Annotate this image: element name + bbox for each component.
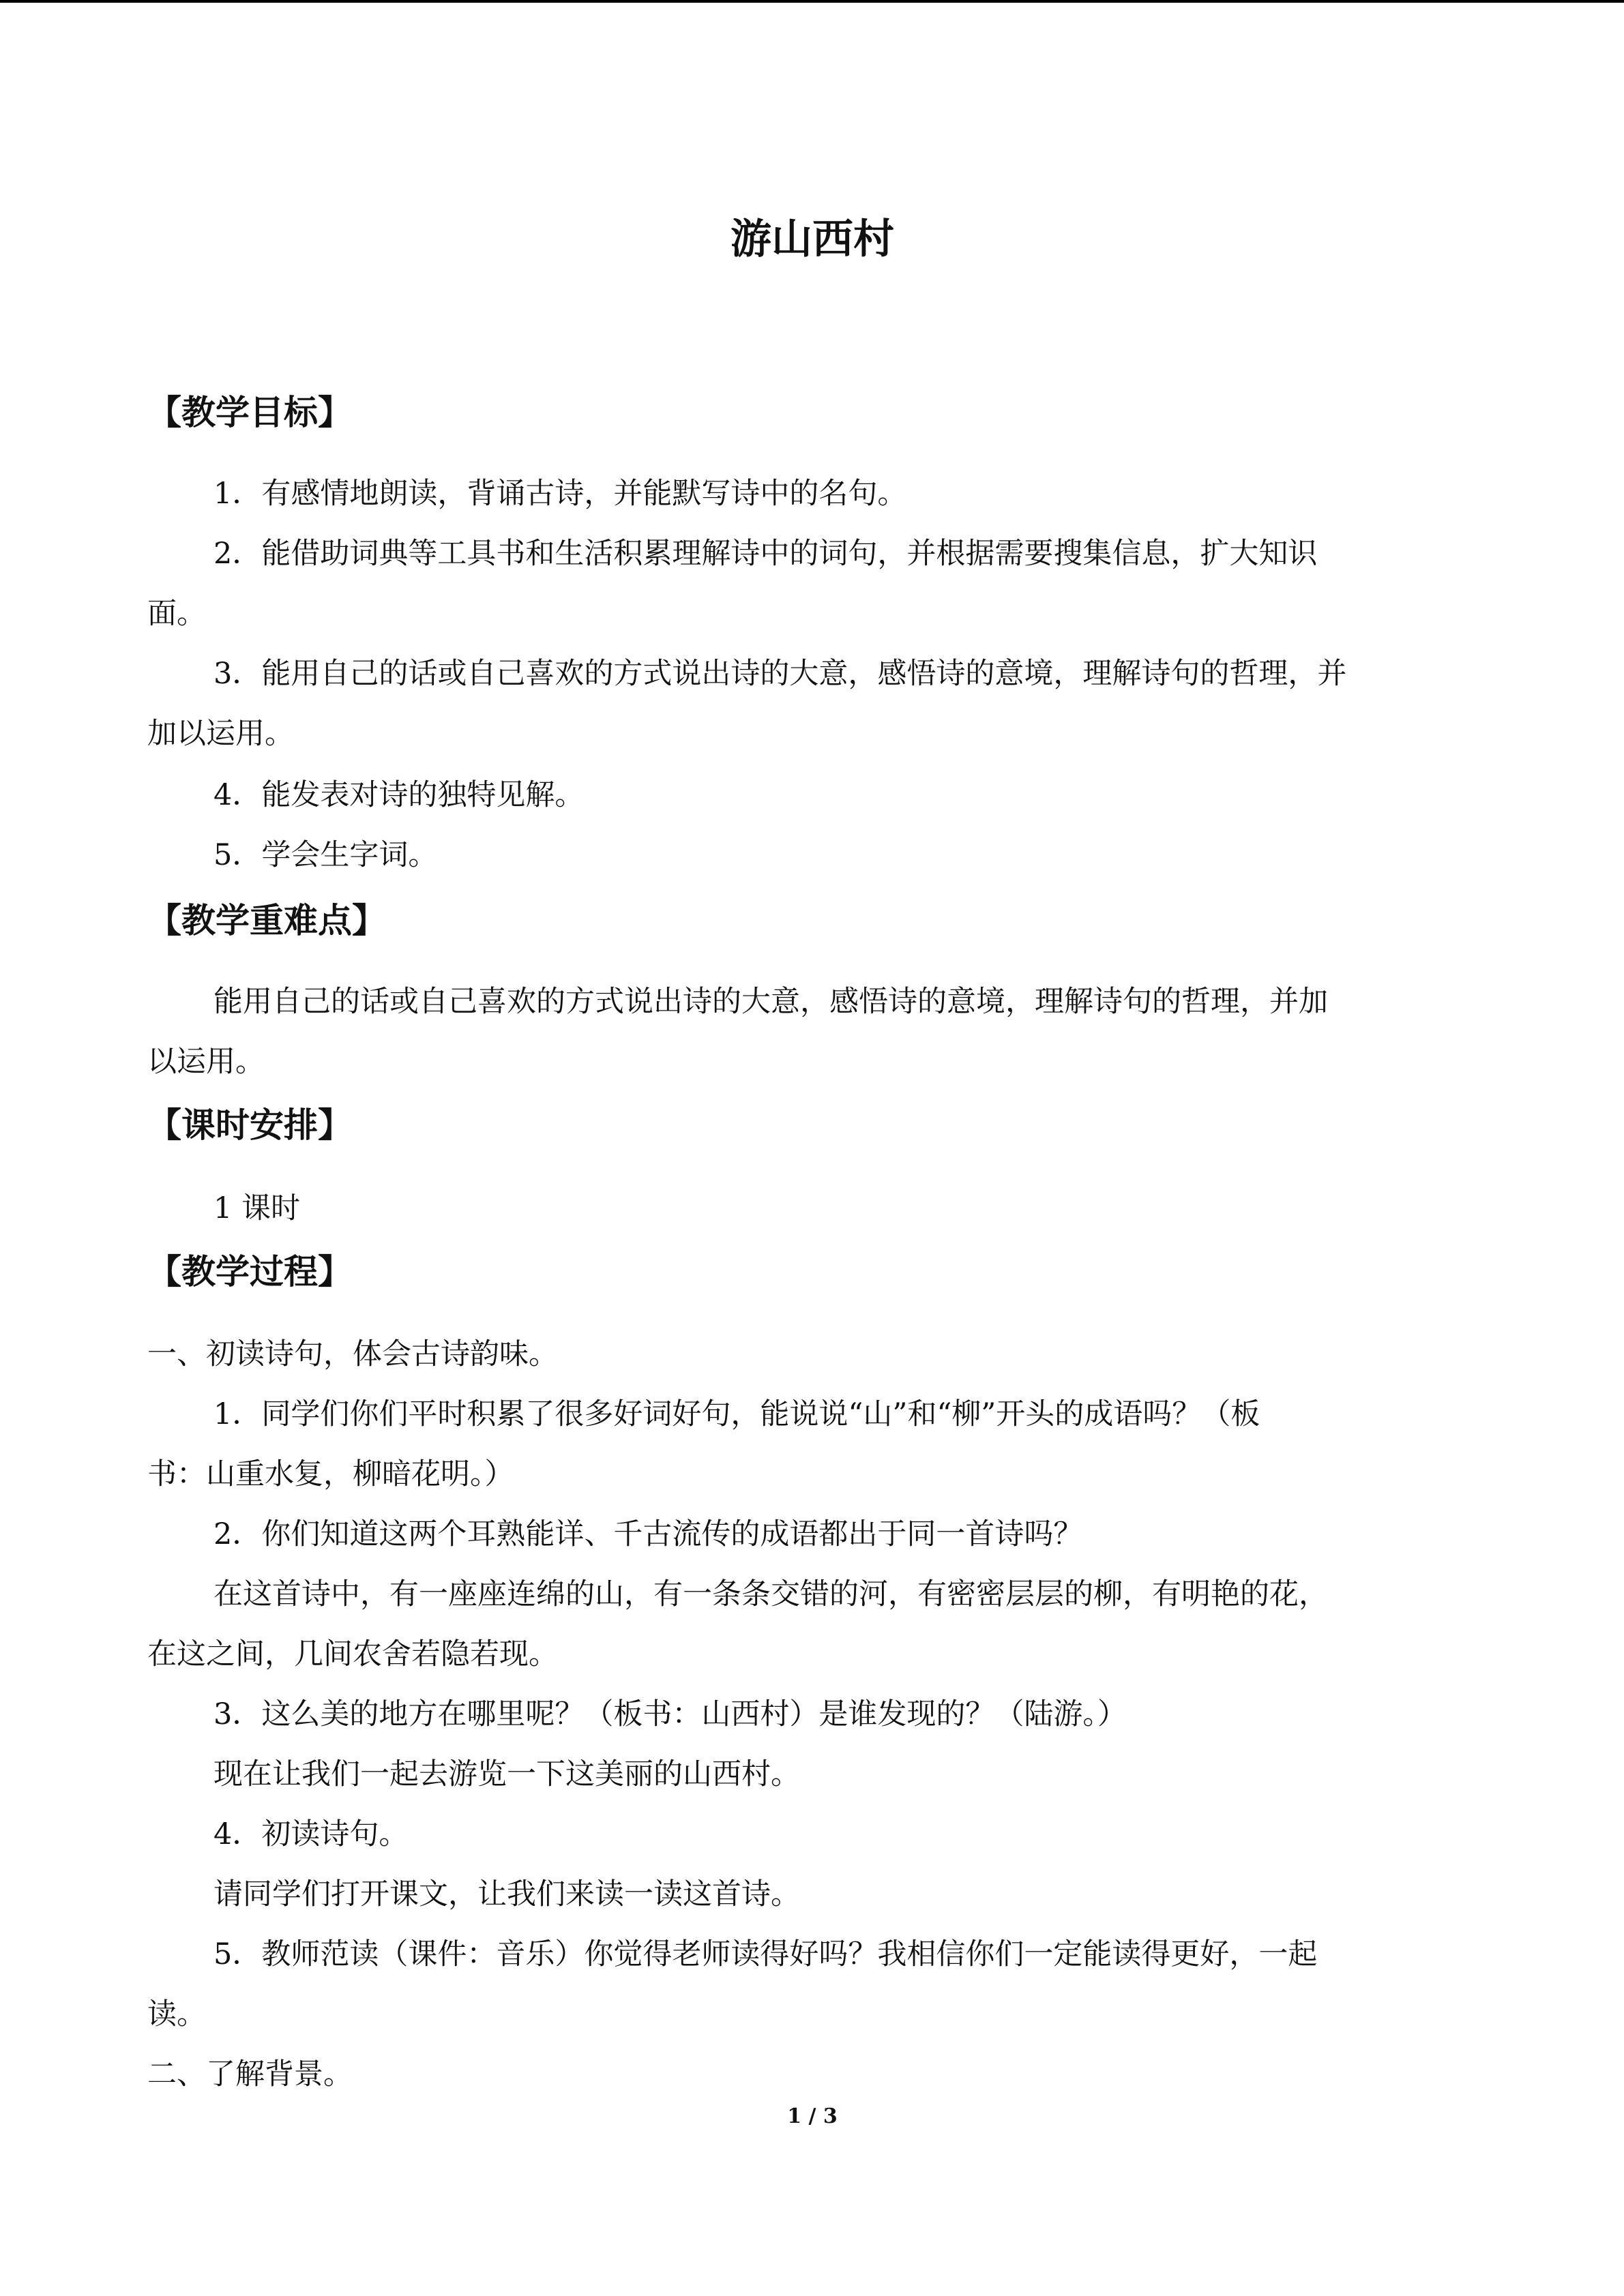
text-line: 现在让我们一起去游览一下这美丽的山西村。: [213, 1757, 800, 1791]
objective-item-2: [147, 524, 1477, 644]
text-line: 1．同学们你们平时积累了很多好词好句，能说说“山”和“柳”开头的成语吗？（板: [213, 1397, 1260, 1431]
key-points-paragraph: [147, 972, 1477, 1092]
text-line: 读。: [147, 1997, 206, 2031]
text-line: 3．能用自己的话或自己喜欢的方式说出诗的大意，感悟诗的意境，理解诗句的哲理，并: [213, 657, 1347, 691]
text-line: 二、了解背景。: [147, 2057, 353, 2091]
heading-teaching-process: 【教学过程】: [147, 1252, 352, 1292]
heading-key-difficulties: 【教学重难点】: [147, 901, 386, 940]
process-step-1-item-5: [147, 1744, 1477, 1804]
text-line: 2．能借助词典等工具书和生活积累理解诗中的词句，并根据需要搜集信息，扩大知识: [213, 537, 1318, 571]
text-line: 请同学们打开课文，让我们来读一读这首诗。: [213, 1877, 800, 1911]
heading-teaching-objectives: 【教学目标】: [147, 393, 352, 432]
text-line: 4．初读诗句。: [213, 1817, 409, 1851]
document-title: 游山西村: [730, 215, 894, 263]
objective-item-4: [147, 765, 1477, 825]
process-step-1-item-2: [147, 1504, 1477, 1564]
process-step-1-title: [147, 1324, 1477, 1384]
process-step-1-item-7: [147, 1864, 1477, 1924]
text-line: 1．有感情地朗读，背诵古诗，并能默写诗中的名句。: [213, 477, 907, 511]
schedule-text: [147, 1178, 1477, 1238]
text-line: 3．这么美的地方在哪里呢？（板书：山西村）是谁发现的？（陆游。）: [213, 1697, 1127, 1731]
text-line: 面。: [147, 597, 206, 631]
text-line: 加以运用。: [147, 717, 294, 751]
document-page: [147, 0, 1477, 2296]
process-step-1-item-6: [147, 1804, 1477, 1864]
text-line: 在这之间，几间农舍若隐若现。: [147, 1637, 558, 1671]
objective-item-5: [147, 825, 1477, 885]
text-line: 1 课时: [213, 1191, 301, 1225]
process-step-1-item-3: [147, 1564, 1477, 1684]
text-line: 2．你们知道这两个耳熟能详、千古流传的成语都出于同一首诗吗？: [213, 1517, 1083, 1551]
objective-item-1: [147, 464, 1477, 524]
process-step-1-item-1: [147, 1384, 1477, 1504]
process-step-2-title: [147, 2044, 1477, 2104]
process-step-1-item-4: [147, 1684, 1477, 1744]
text-line: 5．教师范读（课件：音乐）你觉得老师读得好吗？我相信你们一定能读得更好，一起: [213, 1937, 1318, 1971]
process-step-1-item-8: [147, 1924, 1477, 2044]
text-line: 5．学会生字词。: [213, 838, 438, 872]
text-line: 以运用。: [147, 1045, 265, 1079]
text-line: 4．能发表对诗的独特见解。: [213, 778, 585, 812]
text-line: 能用自己的话或自己喜欢的方式说出诗的大意，感悟诗的意境，理解诗句的哲理，并加: [213, 985, 1328, 1019]
text-line: 书：山重水复，柳暗花明。）: [147, 1457, 514, 1491]
text-line: 在这首诗中，有一座座连绵的山，有一条条交错的河，有密密层层的柳，有明艳的花，: [213, 1577, 1328, 1611]
heading-class-schedule: 【课时安排】: [147, 1105, 352, 1145]
objective-item-3: [147, 644, 1477, 764]
page-number: 1 / 3: [787, 2104, 838, 2128]
text-line: 一、初读诗句，体会古诗韵味。: [147, 1337, 558, 1371]
